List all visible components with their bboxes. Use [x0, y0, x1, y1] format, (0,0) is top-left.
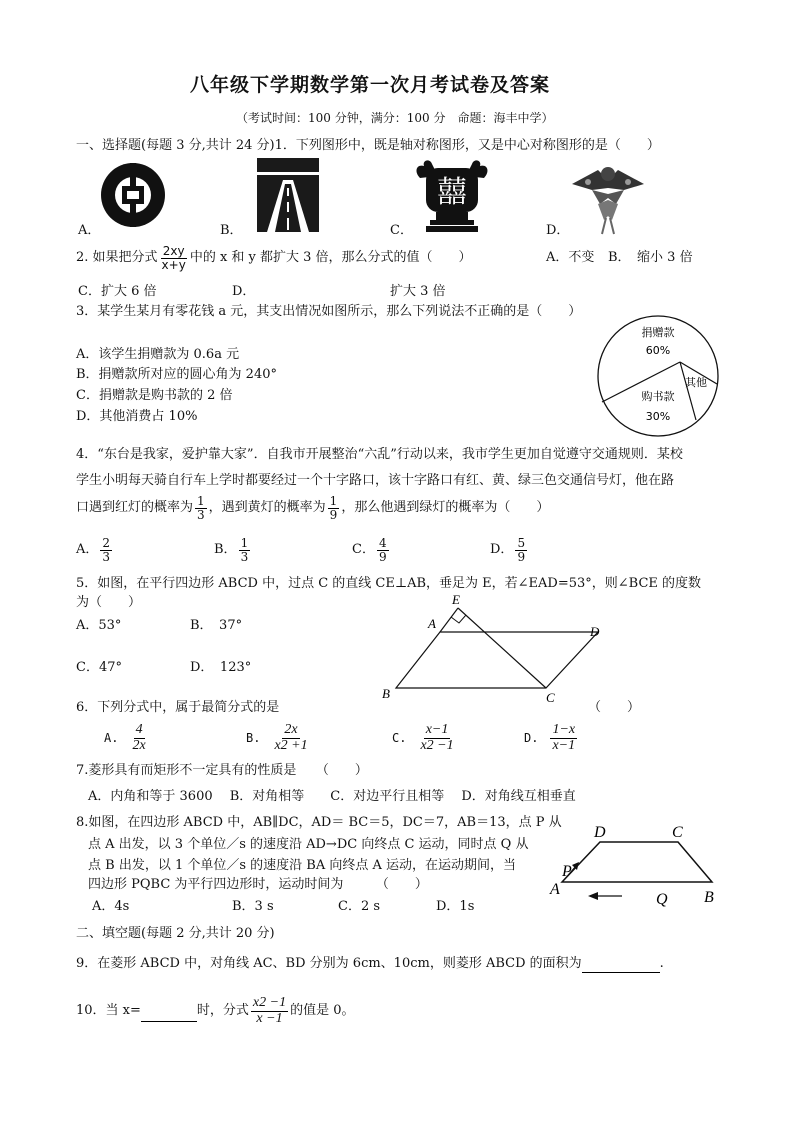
q3-option-a: A．该学生捐赠款为 0.6a 元	[76, 347, 240, 362]
section2-heading: 二、填空题(每题 2 分,共计 20 分)	[76, 926, 275, 941]
q3-option-d: D．其他消费占 10%	[76, 409, 198, 424]
q-arrow-head	[588, 892, 598, 900]
q8-line2: 点 A 出发，以 3 个单位／s 的速度沿 AD→DC 向终点 C 运动，同时点 Q 从	[88, 837, 529, 852]
q6-option-a	[104, 718, 150, 758]
q10-fraction	[251, 996, 288, 1026]
pie-slice-percent-books: 30%	[645, 410, 671, 423]
q6-option-a-label: A.	[104, 731, 119, 745]
q4-option-b-num: 1	[240, 535, 249, 550]
label-d: D	[590, 624, 600, 639]
q4-option-d-den: 9	[517, 549, 526, 564]
section1-heading	[76, 137, 660, 155]
q6-option-b-label: B.	[246, 731, 261, 745]
q4-yellow-prob	[328, 495, 340, 521]
q4-option-b-frac	[239, 537, 251, 563]
q2-stem	[76, 240, 472, 276]
q1-option-d: D．	[546, 223, 570, 238]
q9-end: .	[659, 956, 664, 971]
q7-options: A．内角和等于 3600 B．对角相等 C．对边平行且相等 D．对角线互相垂直	[88, 789, 576, 804]
q10-mid: 时，分式	[196, 1003, 249, 1018]
q2-prefix: 2. 如果把分式	[76, 250, 158, 265]
q5-option-b: B． 37°	[190, 618, 243, 633]
double-happiness-papercut-icon	[412, 158, 492, 234]
q6-option-d-den: x−1	[552, 737, 576, 753]
q6-paren: （ ）	[588, 700, 641, 715]
q2-option-d: D．	[232, 284, 256, 299]
trapezoid-abcd	[562, 842, 712, 882]
q9-answer-blank[interactable]	[582, 958, 660, 973]
q2-option-d-text: 扩大 3 倍	[390, 284, 446, 299]
kite-icon	[568, 160, 648, 236]
q10-answer-blank[interactable]	[141, 1007, 197, 1022]
q10-suffix: 的值是 0。	[290, 1003, 355, 1018]
bank-logo-icon	[100, 162, 166, 228]
q3-stem: 3．某学生某月有零花钱 a 元，其支出情况如图所示，那么下列说法不正确的是（ ）	[76, 304, 582, 319]
q4-red-num: 1	[197, 493, 205, 508]
pie-slice-percent-donation: 60%	[645, 344, 671, 357]
q8-option-b: B．3 s	[232, 899, 274, 914]
q6-option-b-frac	[272, 723, 309, 753]
q4-option-d-label: D．	[490, 542, 514, 557]
q2-fraction	[160, 245, 188, 271]
label-d: D	[594, 824, 606, 841]
q8-line4: 四边形 PQBC 为平行四边形时，运动时间为 （ ）	[88, 877, 428, 892]
q10	[76, 990, 355, 1032]
q6-stem: 6．下列分式中，属于最简分式的是	[76, 700, 280, 715]
q3-pie-chart	[596, 314, 720, 438]
q3-option-c: C．捐赠款是购书款的 2 倍	[76, 388, 233, 403]
q10-prefix: 10．当 x=	[76, 1003, 141, 1018]
q8-line3: 点 B 出发，以 1 个单位／s 的速度沿 BA 向终点 A 运动，在运动期间，当	[88, 858, 517, 873]
q4-red-prob	[195, 495, 207, 521]
q1-option-a: A．	[78, 223, 101, 238]
pie-slice-label-other: 其他	[685, 376, 707, 389]
pie-slice-label-donation: 捐赠款	[641, 326, 675, 339]
label-a: A	[428, 616, 436, 631]
q8-option-c: C．2 s	[338, 899, 381, 914]
q9-text: 9．在菱形 ABCD 中，对角线 AC、BD 分别为 6cm、10cm，则菱形 ABCD 的面积为	[76, 956, 582, 971]
q4-option-b-den: 3	[240, 549, 249, 564]
q2-fraction-num: 2xy	[162, 243, 185, 258]
q2-option-c: C．扩大 6 倍	[78, 284, 157, 299]
q10-den: x −1	[256, 1010, 283, 1026]
q4-option-d-num: 5	[517, 535, 526, 550]
q4-option-c	[352, 532, 391, 568]
highway-sign-icon	[257, 158, 319, 232]
q8-option-d: D．1s	[436, 899, 475, 914]
page-title: 八年级下学期数学第一次月考试卷及答案	[190, 74, 551, 96]
label-q: Q	[656, 891, 668, 908]
q1-option-b: B．	[220, 223, 243, 238]
q4-line3-b: ，遇到黄灯的概率为	[208, 500, 326, 515]
q2-suffix: 中的 x 和 y 都扩大 3 倍，那么分式的值（ ）	[189, 250, 472, 265]
q6-option-d-num: 1−x	[552, 721, 576, 737]
q8-trapezoid-figure	[548, 820, 724, 910]
q4-option-c-den: 9	[378, 549, 387, 564]
q6-option-a-num: 4	[135, 721, 143, 737]
pie-slice-label-books: 购书款	[641, 390, 675, 403]
q5-option-c: C．47°	[76, 660, 122, 675]
q6-option-a-den: 2x	[132, 737, 146, 753]
double-happiness-glyph: 囍	[437, 175, 467, 210]
q6-option-d-label: D.	[524, 731, 539, 745]
q4-red-den: 3	[197, 507, 205, 522]
q6-option-b-num: 2x	[284, 721, 298, 737]
q5-option-a: A．53°	[76, 618, 122, 633]
q4-line3-a: 口遇到红灯的概率为	[76, 500, 194, 515]
q6-option-a-frac	[130, 723, 147, 753]
q2-fraction-den: x+y	[161, 257, 186, 272]
label-c: C	[546, 690, 555, 705]
q4-option-c-num: 4	[378, 535, 387, 550]
q4-option-b	[214, 532, 252, 568]
label-b: B	[382, 686, 390, 701]
q4-option-a-num: 2	[102, 535, 111, 550]
q4-option-d	[490, 532, 529, 568]
q4-option-c-label: C．	[352, 542, 375, 557]
q4-line2: 学生小明每天骑自行车上学时都要经过一个十字路口，该十字路口有红、黄、绿三色交通信号灯，他在路	[76, 473, 675, 488]
parallelogram-abcd	[396, 632, 598, 688]
q4-option-a-label: A．	[76, 542, 99, 557]
label-e: E	[452, 592, 460, 607]
q4-line3	[76, 490, 549, 526]
q6-option-c-frac	[418, 723, 455, 753]
q4-option-a-den: 3	[102, 549, 111, 564]
label-c: C	[672, 824, 683, 841]
q4-line3-c: ，那么他遇到绿灯的概率为（ ）	[341, 500, 550, 515]
q4-yellow-num: 1	[329, 493, 338, 508]
q4-yellow-den: 9	[329, 507, 338, 522]
section1-heading-text: 一、选择题(每题 3 分,共计 24 分)	[76, 138, 275, 153]
q5-line2: 为（ ）	[76, 595, 142, 610]
q6-option-c	[392, 718, 458, 758]
q6-option-d	[524, 718, 579, 758]
q4-option-c-frac	[377, 537, 389, 563]
q6-option-d-frac	[550, 723, 577, 753]
q4-option-d-frac	[515, 537, 527, 563]
q6-option-b-den: x2 +1	[274, 737, 308, 753]
q2-option-a: A．不变	[546, 250, 595, 265]
segment-ec	[458, 608, 546, 688]
q6-option-c-num: x−1	[425, 721, 449, 737]
q6-option-c-label: C.	[392, 731, 407, 745]
q5-option-d: D． 123°	[190, 660, 252, 675]
q5-line1: 5．如图，在平行四边形 ABCD 中，过点 C 的直线 CE⊥AB，垂足为 E，若∠EAD=53°，则∠BCE 的度数	[76, 576, 702, 591]
right-angle-mark	[451, 615, 466, 623]
label-a: A	[550, 881, 560, 898]
q6-option-c-den: x2 −1	[420, 737, 454, 753]
label-b: B	[704, 889, 714, 906]
q6-option-b	[246, 718, 312, 758]
exam-subtitle: （考试时间：100 分钟，满分：100 分 命题：海丰中学）	[236, 111, 554, 125]
q5-parallelogram-figure	[380, 590, 610, 705]
q8-line1: 8.如图，在四边形 ABCD 中，AB∥DC，AD＝ BC＝5，DC＝7，AB＝13，点 P 从	[76, 815, 562, 830]
q2-option-b: B． 缩小 3 倍	[608, 250, 693, 265]
q9	[76, 955, 664, 973]
label-p: P	[562, 863, 572, 880]
q4-option-b-label: B．	[214, 542, 237, 557]
q4-line1: 4．“东台是我家，爱护靠大家”．自我市开展整治“六乱”行动以来，我市学生更加自觉遵守交通规则．某校	[76, 447, 683, 462]
q1-stem: 1．下列图形中，既是轴对称图形，又是中心对称图形的是（ ）	[274, 138, 660, 153]
q3-option-b: B．捐赠款所对应的圆心角为 240°	[76, 367, 277, 382]
q4-option-a-frac	[100, 537, 112, 563]
q10-num: x2 −1	[252, 994, 287, 1010]
q4-option-a	[76, 532, 114, 568]
q1-option-c: C．	[390, 223, 413, 238]
q8-option-a: A．4s	[92, 899, 130, 914]
q7-stem: 7.菱形具有而矩形不一定具有的性质是 （ ）	[76, 763, 368, 778]
